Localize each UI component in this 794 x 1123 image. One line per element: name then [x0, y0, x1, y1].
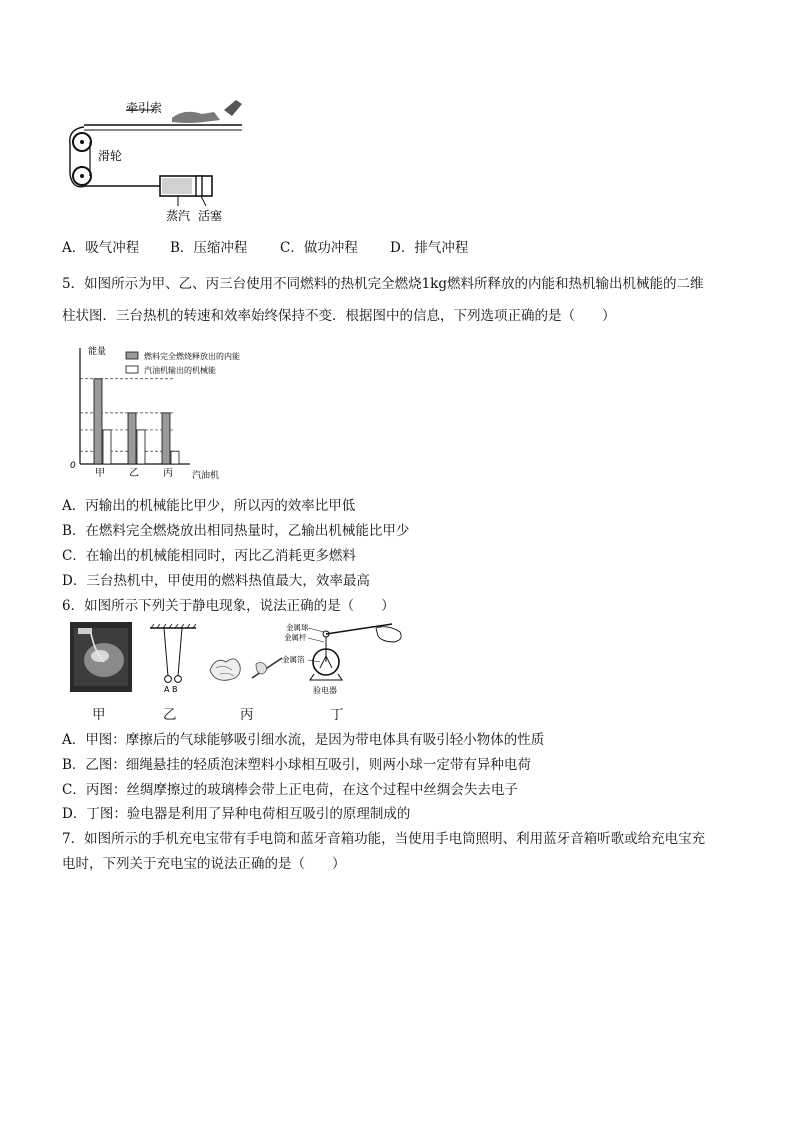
q5-stem-line2: 柱状图．三台热机的转速和效率始终保持不变．根据图中的信息，下列选项正确的是（ ）: [62, 308, 616, 324]
q6-electroscope: [280, 622, 408, 696]
q4-option-b[interactable]: B．压缩冲程: [170, 240, 248, 256]
bar-丙-series-2: [171, 451, 179, 464]
q6-caption-a: 甲: [92, 707, 106, 723]
q6-option-c[interactable]: C．丙图：丝绸摩擦过的玻璃棒会带上正电荷，在这个过程中丝绸会失去电子: [62, 782, 518, 798]
legend-swatch-mechanical-energy: [126, 366, 138, 373]
x-tick-label: 乙: [129, 468, 139, 479]
label-steam: 蒸汽: [166, 209, 191, 223]
x-tick-label: 甲: [95, 468, 105, 479]
label-electroscope: 验电器: [313, 686, 337, 695]
q5-bar-chart: [62, 340, 262, 482]
q5-option-c[interactable]: C．在输出的机械能相同时，丙比乙消耗更多燃料: [62, 548, 356, 564]
bar-丙-series-1: [162, 413, 170, 464]
x-tick-label: 丙: [163, 468, 173, 479]
label-metal-ball: 金属球: [286, 623, 309, 632]
q4-option-c[interactable]: C．做功冲程: [280, 240, 358, 256]
q6-option-b[interactable]: B．乙图：细绳悬挂的轻质泡沫塑料小球相互吸引，则两小球一定带有异种电荷: [62, 757, 531, 773]
legend-label-internal-energy: 燃料完全燃烧释放出的内能: [144, 352, 240, 361]
legend-swatch-internal-energy: [126, 352, 138, 359]
bar-甲-series-1: [94, 379, 102, 464]
bar-乙-series-1: [128, 413, 136, 464]
catapult-figure: [64, 94, 254, 226]
bar-甲-series-2: [103, 430, 111, 464]
label-metal-rod: 金属杆: [284, 633, 307, 642]
q5-option-a[interactable]: A．丙输出的机械能比甲少，所以丙的效率比甲低: [62, 498, 356, 514]
q7-stem-line2: 电时，下列关于充电宝的说法正确的是（ ）: [62, 856, 346, 872]
q4-option-d[interactable]: D．排气冲程: [390, 240, 469, 256]
chart-origin: 0: [70, 461, 76, 471]
q6-caption-b: 乙: [163, 707, 177, 723]
chart-xlabel: 汽油机: [192, 471, 220, 481]
q7-stem-line1: 7．如图所示的手机充电宝带有手电筒和蓝牙音箱功能，当使用手电筒照明、利用蓝牙音箱听歌或给充电宝充: [62, 831, 706, 847]
q6-caption-d: 丁: [330, 707, 344, 723]
q6-hanging-balls: [148, 624, 198, 696]
q4-option-a[interactable]: A．吸气冲程: [62, 240, 140, 256]
q5-option-b[interactable]: B．在燃料完全燃烧放出相同热量时，乙输出机械能比甲少: [62, 523, 410, 539]
legend-label-mechanical-energy: 汽油机输出的机械能: [144, 366, 216, 375]
label-pulley: 滑轮: [98, 149, 123, 163]
q5-option-d[interactable]: D．三台热机中，甲使用的燃料热值最大，效率最高: [62, 573, 370, 589]
q6-stem: 6．如图所示下列关于静电现象，说法正确的是（ ）: [62, 598, 395, 614]
q6-ball-labels: A B: [164, 685, 178, 694]
label-piston: 活塞: [198, 209, 223, 223]
q6-option-a[interactable]: A．甲图：摩擦后的气球能够吸引细水流，是因为带电体具有吸引轻小物体的性质: [62, 732, 545, 748]
label-rope: 牵引索: [126, 101, 163, 115]
bar-乙-series-2: [137, 430, 145, 464]
q6-caption-c: 丙: [240, 707, 254, 723]
q6-photo-balloon: [70, 622, 132, 692]
label-metal-foil: 金属箔: [282, 655, 305, 664]
chart-ylabel: 能量: [88, 347, 107, 357]
q5-stem-line1: 5．如图所示为甲、乙、丙三台使用不同燃料的热机完全燃烧1kg燃料所释放的内能和热机输出机械能的二维: [62, 276, 704, 292]
q4-options: [62, 236, 468, 256]
q6-option-d[interactable]: D．丁图：验电器是利用了异种电荷相互吸引的原理制成的: [62, 806, 411, 822]
q6-silk-rod: [206, 650, 286, 686]
